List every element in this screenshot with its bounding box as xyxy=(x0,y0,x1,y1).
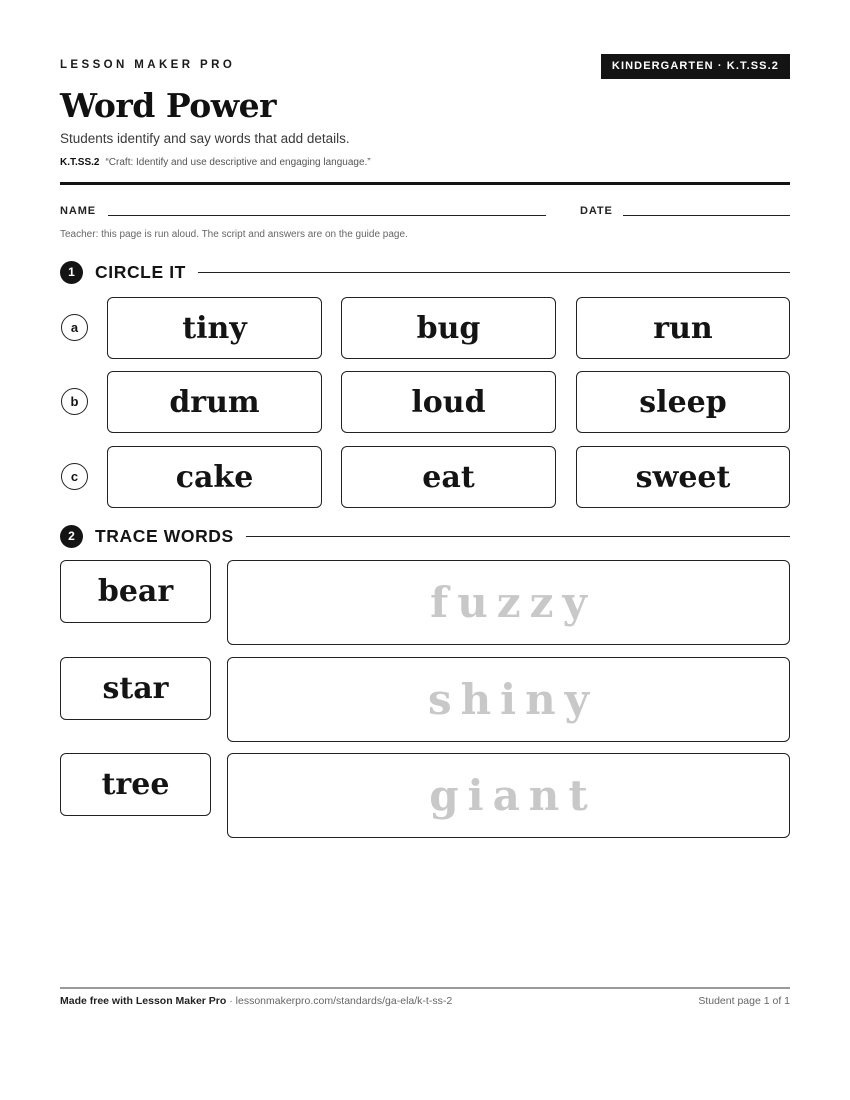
brand-name: LESSON MAKER PRO xyxy=(60,59,236,71)
trace-word: shiny xyxy=(427,675,599,724)
word-choice-cake[interactable]: cake xyxy=(107,446,322,508)
trace-box-giant[interactable] xyxy=(227,753,790,838)
word-choice-tiny[interactable]: tiny xyxy=(107,297,322,359)
name-label: NAME xyxy=(60,205,96,217)
word-choice-sweet[interactable]: sweet xyxy=(576,446,790,508)
page-title: Word Power xyxy=(60,86,277,125)
trace-box-fuzzy[interactable] xyxy=(227,560,790,645)
noun-box-bear: bear xyxy=(60,560,211,623)
standard-code: K.T.SS.2 xyxy=(60,157,100,168)
noun-box-tree: tree xyxy=(60,753,211,816)
row-letter-b: b xyxy=(61,388,88,415)
date-field[interactable] xyxy=(623,215,790,216)
row-letter-a: a xyxy=(61,314,88,341)
standard-text: “Craft: Identify and use descriptive and engaging language.” xyxy=(105,157,371,168)
footer-credit xyxy=(60,995,452,1007)
word-choice-bug[interactable]: bug xyxy=(341,297,556,359)
word-choice-run[interactable]: run xyxy=(576,297,790,359)
section-rule xyxy=(198,272,790,273)
name-field[interactable] xyxy=(108,215,546,216)
word-choice-sleep[interactable]: sleep xyxy=(576,371,790,433)
standard-line xyxy=(60,157,371,168)
word-choice-drum[interactable]: drum xyxy=(107,371,322,433)
section-rule xyxy=(246,536,790,537)
section-title: TRACE WORDS xyxy=(95,525,234,546)
row-letter-c: c xyxy=(61,463,88,490)
word-choice-eat[interactable]: eat xyxy=(341,446,556,508)
date-label: DATE xyxy=(580,205,613,217)
footer-page-number: Student page 1 of 1 xyxy=(698,995,790,1007)
footer-url[interactable]: lessonmakerpro.com/standards/ga-ela/k-t-ss-2 xyxy=(235,995,453,1007)
footer-divider xyxy=(60,987,790,989)
trace-word: fuzzy xyxy=(430,578,596,627)
section-number: 1 xyxy=(60,261,83,284)
header-divider xyxy=(60,182,790,185)
teacher-note: Teacher: this page is run aloud. The script and answers are on the guide page. xyxy=(60,229,408,240)
section-number: 2 xyxy=(60,525,83,548)
footer-made-with: Made free with Lesson Maker Pro xyxy=(60,995,227,1007)
trace-word: giant xyxy=(429,771,597,820)
grade-badge: KINDERGARTEN · K.T.SS.2 xyxy=(601,54,790,79)
section-trace-words-header xyxy=(60,524,790,548)
word-choice-loud[interactable]: loud xyxy=(341,371,556,433)
noun-box-star: star xyxy=(60,657,211,720)
section-circle-it-header xyxy=(60,260,790,284)
trace-box-shiny[interactable] xyxy=(227,657,790,742)
section-title: CIRCLE IT xyxy=(95,261,186,282)
footer-separator: · xyxy=(226,995,236,1007)
page-subtitle: Students identify and say words that add details. xyxy=(60,131,350,146)
